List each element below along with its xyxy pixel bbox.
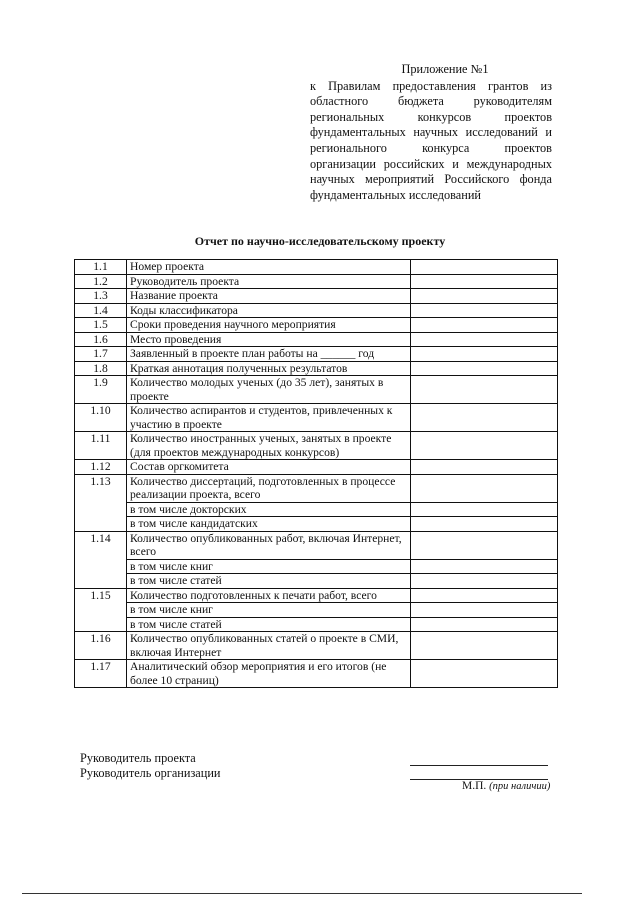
- appendix-title: Приложение №1: [401, 62, 489, 76]
- row-value-cell[interactable]: [411, 361, 558, 376]
- row-number: 1.10: [75, 404, 127, 432]
- table-row: [75, 432, 558, 460]
- row-label: Коды классификатора: [127, 303, 411, 318]
- table-row: [75, 274, 558, 289]
- row-value-cell[interactable]: [411, 603, 558, 618]
- table-row: [75, 460, 558, 475]
- row-number: 1.5: [75, 318, 127, 333]
- row-label: Количество опубликованных работ, включая Интернет, всего: [127, 531, 411, 559]
- row-value-cell[interactable]: [411, 460, 558, 475]
- signature-labels: [80, 751, 221, 781]
- report-title: Отчет по научно-исследовательскому проекту: [194, 234, 446, 248]
- row-value-cell[interactable]: [411, 332, 558, 347]
- row-label: в том числе кандидатских: [127, 517, 411, 532]
- row-number: 1.13: [75, 474, 127, 531]
- row-number: 1.2: [75, 274, 127, 289]
- row-label: Количество диссертаций, подготовленных в процессе реализации проекта, всего: [127, 474, 411, 502]
- row-label: Количество подготовленных к печати работ, всего: [127, 588, 411, 603]
- project-head-label: Руководитель проекта: [80, 751, 196, 765]
- row-value-cell[interactable]: [411, 574, 558, 589]
- table-row: [75, 289, 558, 304]
- stamp-label: М.П.: [462, 780, 487, 792]
- row-value-cell[interactable]: [411, 617, 558, 632]
- row-label: Номер проекта: [127, 260, 411, 275]
- row-number: 1.6: [75, 332, 127, 347]
- row-value-cell[interactable]: [411, 660, 558, 688]
- row-label: Количество иностранных ученых, занятых в проекте (для проектов международных конкурсов): [127, 432, 411, 460]
- row-value-cell[interactable]: [411, 559, 558, 574]
- table-row: [75, 632, 558, 660]
- row-number: 1.4: [75, 303, 127, 318]
- appendix-block: [310, 62, 552, 203]
- row-number: 1.11: [75, 432, 127, 460]
- row-value-cell[interactable]: [411, 303, 558, 318]
- report-table: [74, 259, 558, 688]
- table-row: [75, 376, 558, 404]
- row-label: в том числе докторских: [127, 502, 411, 517]
- project-head-signature-line[interactable]: [410, 765, 548, 766]
- row-value-cell[interactable]: [411, 318, 558, 333]
- row-number: 1.12: [75, 460, 127, 475]
- row-value-cell[interactable]: [411, 260, 558, 275]
- row-value-cell[interactable]: [411, 474, 558, 502]
- row-number: 1.16: [75, 632, 127, 660]
- row-label: Название проекта: [127, 289, 411, 304]
- row-number: 1.1: [75, 260, 127, 275]
- row-label: Сроки проведения научного мероприятия: [127, 318, 411, 333]
- table-row: [75, 559, 558, 574]
- appendix-text: к Правилам предоставления грантов из областного бюджета руководителям региональных конкурсов проектов фундаментальных научных исследований и регионального конкурса проектов организации российских и международных научных мероприятий Российского фонда фундаментальных исследований: [310, 78, 552, 202]
- row-value-cell[interactable]: [411, 376, 558, 404]
- row-value-cell[interactable]: [411, 274, 558, 289]
- table-row: [75, 332, 558, 347]
- row-label: Заявленный в проекте план работы на ______ год: [127, 347, 411, 362]
- row-value-cell[interactable]: [411, 432, 558, 460]
- table-row: [75, 361, 558, 376]
- row-number: 1.7: [75, 347, 127, 362]
- table-row: [75, 517, 558, 532]
- row-label: в том числе книг: [127, 603, 411, 618]
- stamp-condition: (при наличии): [489, 781, 551, 792]
- table-row: [75, 574, 558, 589]
- row-number: 1.9: [75, 376, 127, 404]
- row-value-cell[interactable]: [411, 517, 558, 532]
- org-head-label: Руководитель организации: [80, 766, 221, 780]
- table-row: [75, 617, 558, 632]
- row-value-cell[interactable]: [411, 502, 558, 517]
- row-label: Место проведения: [127, 332, 411, 347]
- table-row: [75, 660, 558, 688]
- row-label: в том числе статей: [127, 617, 411, 632]
- row-label: Состав оргкомитета: [127, 460, 411, 475]
- row-value-cell[interactable]: [411, 404, 558, 432]
- row-number: 1.3: [75, 289, 127, 304]
- table-row: [75, 303, 558, 318]
- row-label: в том числе статей: [127, 574, 411, 589]
- table-row: [75, 588, 558, 603]
- table-row: [75, 531, 558, 559]
- row-number: 1.8: [75, 361, 127, 376]
- row-number: 1.14: [75, 531, 127, 588]
- table-row: [75, 404, 558, 432]
- row-number: 1.17: [75, 660, 127, 688]
- row-value-cell[interactable]: [411, 531, 558, 559]
- row-label: Количество опубликованных статей о проекте в СМИ, включая Интернет: [127, 632, 411, 660]
- row-label: Количество молодых ученых (до 35 лет), занятых в проекте: [127, 376, 411, 404]
- row-label: в том числе книг: [127, 559, 411, 574]
- table-row: [75, 603, 558, 618]
- row-value-cell[interactable]: [411, 632, 558, 660]
- table-row: [75, 474, 558, 502]
- row-value-cell[interactable]: [411, 347, 558, 362]
- row-number: 1.15: [75, 588, 127, 632]
- row-value-cell[interactable]: [411, 289, 558, 304]
- stamp-note: [462, 780, 550, 792]
- row-label: Руководитель проекта: [127, 274, 411, 289]
- table-row: [75, 260, 558, 275]
- row-label: Краткая аннотация полученных результатов: [127, 361, 411, 376]
- row-value-cell[interactable]: [411, 588, 558, 603]
- row-label: Аналитический обзор мероприятия и его итогов (не более 10 страниц): [127, 660, 411, 688]
- table-row: [75, 318, 558, 333]
- table-row: [75, 347, 558, 362]
- row-label: Количество аспирантов и студентов, привлеченных к участию в проекте: [127, 404, 411, 432]
- page-bottom-rule: [22, 893, 582, 894]
- table-row: [75, 502, 558, 517]
